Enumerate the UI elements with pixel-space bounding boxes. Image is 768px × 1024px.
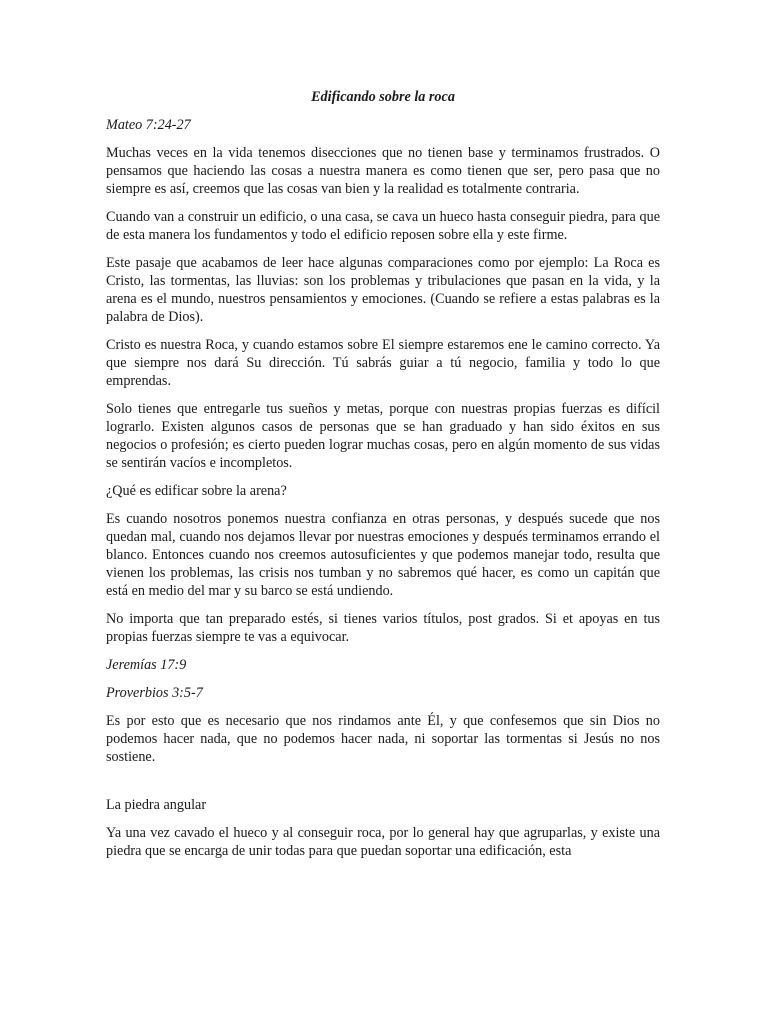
- paragraph-1: Muchas veces en la vida tenemos disecciones que no tienen base y terminamos frustrados. O pensamos que haciendo las cosas a nuestra manera es como tienen que ser, pero pasa que no siempre es así, creemos que las cosas van bien y la realidad es totalmente contraria.: [106, 145, 660, 197]
- paragraph-9: Ya una vez cavado el hueco y al conseguir roca, por lo general hay que agruparlas, y existe una piedra que se encarga de unir todas para que puedan soportar una edificación, esta: [106, 825, 660, 859]
- paragraph-3: Este pasaje que acabamos de leer hace algunas comparaciones como por ejemplo: La Roca es Cristo, las tormentas, las lluvias: son los problemas y tribulaciones que pasan en la vida, y la arena es el mundo, nuestros pensamientos y emociones. (Cuando se refiere a estas palabras es la palabra de Dios).: [106, 255, 660, 325]
- paragraph-8: Es por esto que es necesario que nos rindamos ante Él, y que confesemos que sin Dios no podemos hacer nada, que no podemos hacer nada, ni soportar las tormentas si Jesús no nos sostiene.: [106, 713, 660, 765]
- paragraph-5: Solo tienes que entregarle tus sueños y metas, porque con nuestras propias fuerzas es difícil lograrlo. Existen algunos casos de personas que se han graduado y han sido éxitos en sus negocios o profesión; es cierto pueden lograr muchas cosas, pero en algún momento de sus vidas se sentirán vacíos e incompletos.: [106, 401, 660, 471]
- question-heading: ¿Qué es edificar sobre la arena?: [106, 483, 287, 499]
- paragraph-7: No importa que tan preparado estés, si tienes varios títulos, post grados. Si et apoyas en tus propias fuerzas siempre te vas a equivocar.: [106, 611, 660, 645]
- blank-line: [106, 776, 660, 796]
- paragraph-4: Cristo es nuestra Roca, y cuando estamos sobre El siempre estaremos ene le camino correcto. Ya que siempre nos dará Su dirección. Tú sabrás guiar a tú negocio, familia y todo lo que emprendas.: [106, 337, 660, 389]
- bible-reference-mateo: Mateo 7:24-27: [106, 117, 191, 133]
- document-title: Edificando sobre la roca: [311, 89, 455, 105]
- document-page: [106, 88, 660, 870]
- paragraph-2: Cuando van a construir un edificio, o una casa, se cava un hueco hasta conseguir piedra, para que de esta manera los fundamentos y todo el edificio reposen sobre ella y este firme.: [106, 209, 660, 243]
- paragraph-6: Es cuando nosotros ponemos nuestra confianza en otras personas, y después sucede que nos quedan mal, cuando nos dejamos llevar por nuestras emociones y después terminamos errando el blanco. Entonces cuando nos creemos autosuficientes y que podemos manejar todo, resulta que vienen los problemas, las crisis nos tumban y no sabremos qué hacer, es como un capitán que está en medio del mar y su barco se está undiendo.: [106, 511, 660, 599]
- bible-reference-jeremias: Jeremías 17:9: [106, 657, 187, 673]
- section-subheading: La piedra angular: [106, 797, 207, 813]
- bible-reference-proverbios: Proverbios 3:5-7: [106, 685, 203, 701]
